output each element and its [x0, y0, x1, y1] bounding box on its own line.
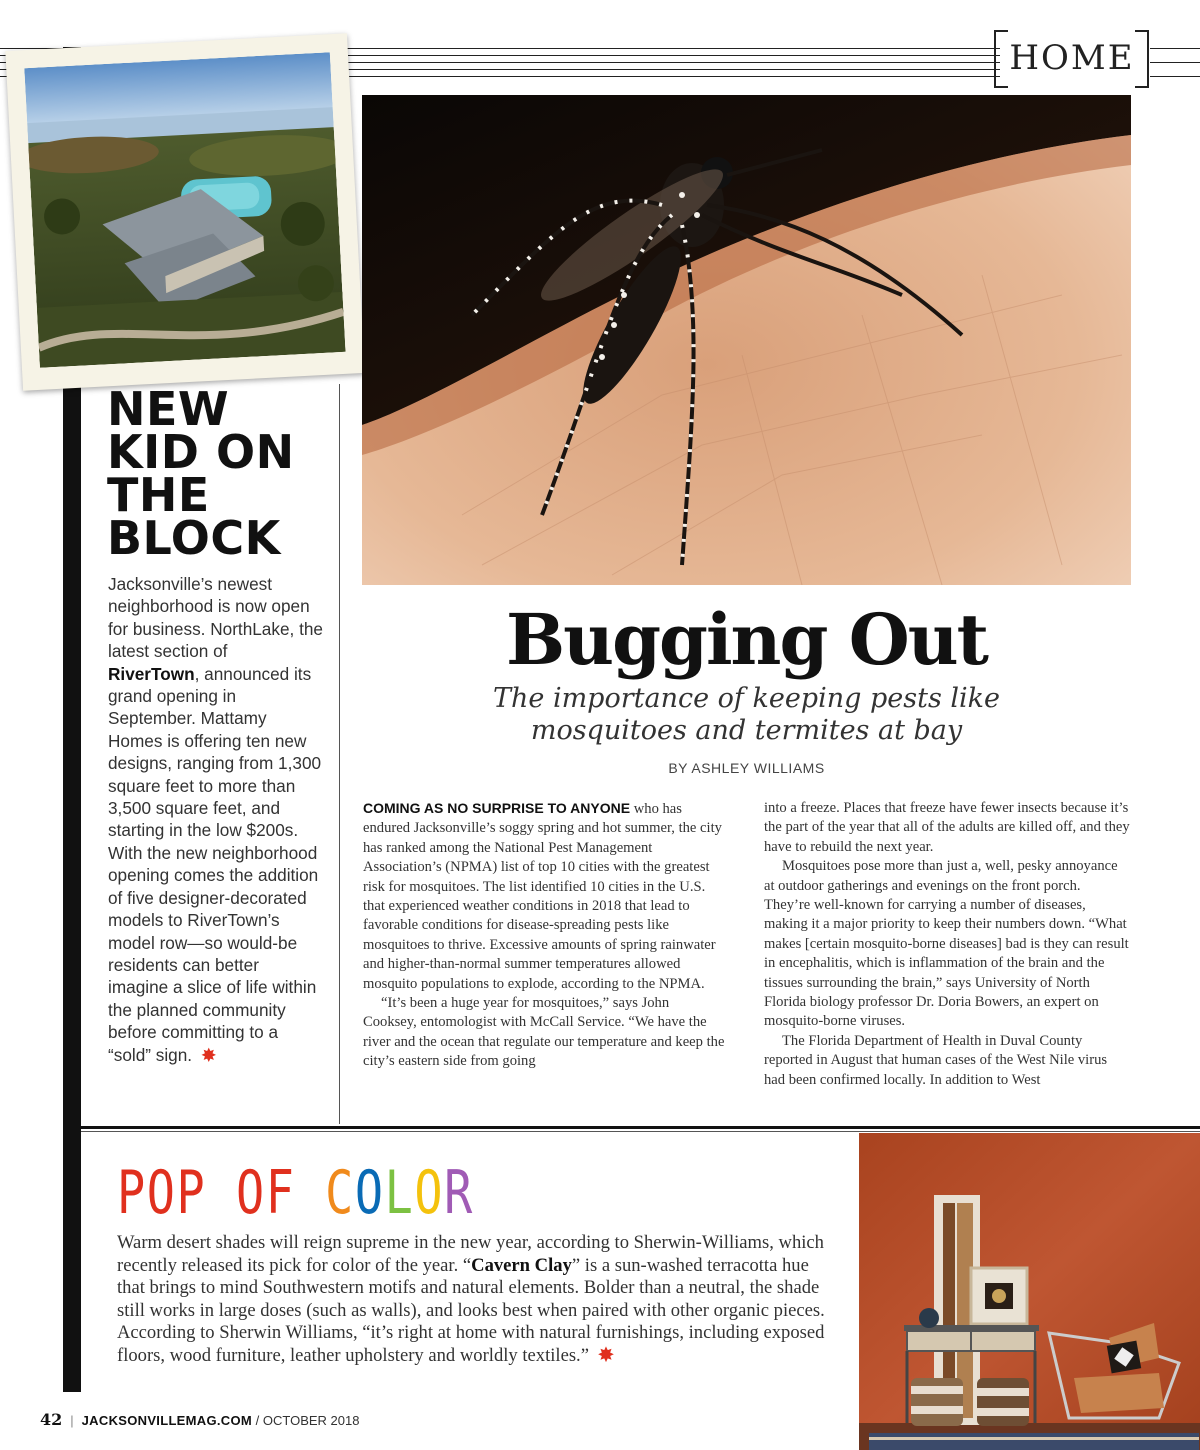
top-rule-r3 [1150, 76, 1200, 77]
article-paragraph: The Florida Department of Health in Duval County reported in August that human cases of the West Nile virus had been confirmed locally. In addition to West [764, 1032, 1108, 1088]
new-kid-body-text: Jacksonville’s newest neighborhood is now open for business. NorthLake, the latest section of [108, 574, 323, 662]
article-paragraph-text: who has endured Jacksonville’s soggy spring and hot summer, the city has ranked among the National Pest Management Association’s (NPMA) list of top 10 cities with the greatest risk for mosquitoes. The list identified 10 cities in the U.S. that experienced weather conditions in 2018 that lead to favorable conditions for disease-spreading pests like mosquitoes to thrive. Excessive amounts of spring rainwater and higher-than-normal summer temperatures allowed mosquito populations to explode, according to the NPMA. [363, 801, 722, 992]
pop-body-text: Warm desert shades will reign supreme in the new year, according to Sherwin-Williams, which recently released its pick for color of the year. “ [117, 1232, 824, 1276]
article-dek-line: mosquitoes and termites at bay [530, 715, 963, 746]
section-divider-thin [81, 1131, 1200, 1132]
pop-title-letter: P [117, 1158, 147, 1228]
pop-title-letter: O [354, 1158, 385, 1228]
section-tag: HOME [1009, 38, 1135, 78]
new-kid-title-line: THE [107, 468, 210, 522]
article-column-2 [764, 799, 1130, 1090]
footer-separator: | [70, 1413, 74, 1428]
pop-title-letter [295, 1158, 325, 1228]
new-kid-title [107, 382, 337, 565]
pop-title-letter: P [176, 1158, 207, 1228]
rivertown-polaroid [5, 33, 364, 390]
new-kid-body [108, 573, 323, 1066]
article-dek-line: The importance of keeping pests like [492, 683, 1000, 714]
page-footer [40, 1410, 359, 1429]
column-divider [339, 384, 340, 1124]
new-kid-title-line: NEW [107, 382, 230, 436]
pop-title-letter: O [235, 1158, 266, 1228]
article-paragraph: Mosquitoes pose more than just a, well, pesky annoyance at outdoor gatherings and evenings on the front porch. They’re well-known for carrying a number of diseases, making it a major priority to keep their numbers down. “What makes [certain mosquito-borne diseases] bad is they can result in encephalitis, which is inflammation of the brain and the tissues surrounding the brain,” says University of North Florida biology professor Dr. Doria Bowers, an expert on mosquito-borne viruses. [764, 858, 1129, 1030]
footer-site: JACKSONVILLEMAG.COM [81, 1413, 253, 1428]
section-divider [81, 1126, 1200, 1129]
end-mark-icon: ✸ [201, 1044, 217, 1065]
pop-body-text-end: ” is a sun-washed terracotta hue that brings to mind Southwestern motifs and natural elements. Bolder than a neutral, the shade still works in large doses (such as walls), and looks best when paired with other organic pieces. According to Sherwin Williams, “it’s right at home with natural furnishings, including exposed floors, wood furniture, leather upholstery and worldly textiles.” [117, 1254, 825, 1366]
rivertown-aerial-photo [24, 52, 345, 368]
article-paragraph [363, 799, 725, 994]
pop-of-color-title [117, 1158, 474, 1228]
page-number: 42 [40, 1410, 63, 1429]
article-paragraph: into a freeze. Places that freeze have fewer insects because it’s the part of the year that all of the adults are killed off, and they have to rebuild the next year. [764, 800, 1130, 855]
pop-title-letter: C [325, 1158, 355, 1228]
pop-title-letter: F [265, 1158, 296, 1228]
rivertown-bold: RiverTown [108, 663, 195, 684]
article-paragraph: “It’s been a huge year for mosquitoes,” says John Cooksey, entomologist with McCall Service. “We have the river and the ocean that regulate our temperature and keep the city’s eastern side from going [363, 995, 725, 1070]
pop-title-letter: O [146, 1158, 177, 1228]
new-kid-title-line: BLOCK [107, 511, 281, 565]
article-dek [362, 683, 1131, 747]
terracotta-room-photo [859, 1133, 1200, 1450]
new-kid-title-line: KID ON [107, 425, 295, 479]
pop-title-letter [206, 1158, 236, 1228]
end-mark-icon: ✸ [598, 1344, 614, 1366]
pop-title-letter: L [384, 1158, 415, 1228]
pop-title-letter: R [444, 1158, 474, 1228]
article-column-1 [363, 799, 725, 1072]
article-headline: Bugging Out [506, 598, 987, 681]
article-lead-in: COMING AS NO SURPRISE TO ANYONE [363, 800, 631, 816]
pop-title-letter: O [414, 1158, 445, 1228]
article-byline: BY ASHLEY WILLIAMS [668, 760, 825, 776]
cavern-clay-bold: Cavern Clay [471, 1254, 572, 1276]
mosquito-photo [362, 95, 1131, 585]
pop-of-color-body [117, 1232, 832, 1368]
top-rule-r2 [1150, 62, 1200, 63]
top-rule-r1 [1150, 48, 1200, 49]
footer-issue: / OCTOBER 2018 [255, 1413, 360, 1428]
new-kid-body-text-end: , announced its grand opening in September. Mattamy Homes is offering ten new designs, ranging from 1,300 square feet to more than 3,500 square feet, and starting in the low $200s. With the new neighborhood opening comes the addition of five designer-decorated models to RiverTown’s model row—so would-be residents can better imagine a slice of life within the planned community before committing to a “sold” sign. [108, 663, 322, 1065]
